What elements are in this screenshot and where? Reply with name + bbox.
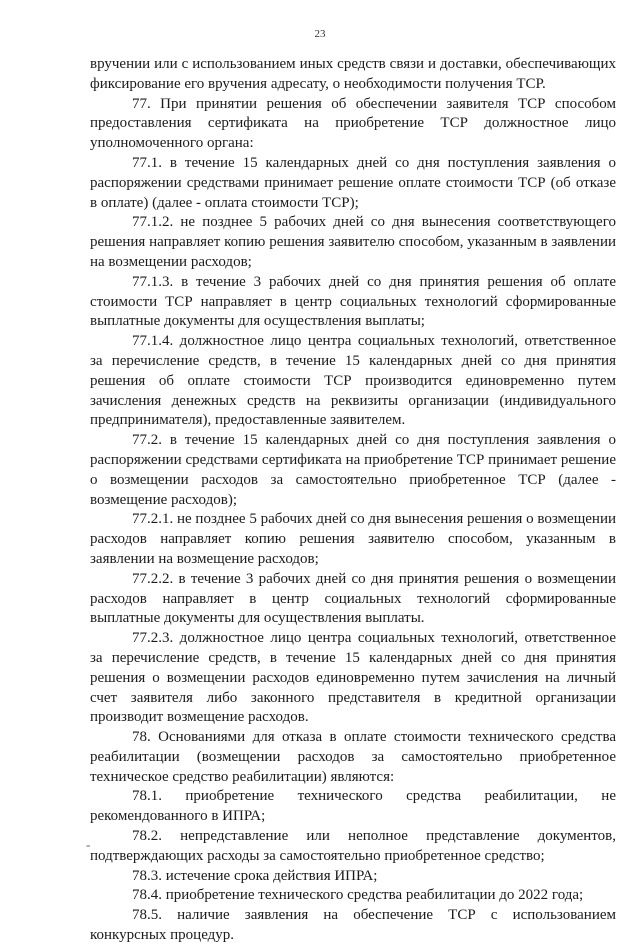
paragraph-77: 77. При принятии решения об обеспечении заявителя ТСР способом предоставления сертификата на приобретение ТСР должностное лицо уполномоченного органа: [90, 95, 616, 152]
paragraph-78-5: 78.5. наличие заявления на обеспечение ТСР с использованием конкурсных процедур. [90, 907, 616, 944]
paragraph-77-2-1: 77.2.1. не позднее 5 рабочих дней со дня вынесения решения о возмещении расходов направляет копию решения заявителю способом, указанным в заявлении на возмещение расходов; [90, 511, 616, 567]
paragraph-78-4: 78.4. приобретение технического средства реабилитации до 2022 года; [132, 887, 584, 904]
document-body [90, 55, 616, 946]
page-number: 23 [314, 28, 326, 40]
paragraph-77-1-4: 77.1.4. должностное лицо центра социальных технологий, ответственное за перечисление средств, в течение 15 календарных дней со дня принятия решения об оплате стоимости ТСР производится единовременно путем зачисления денежных средств на реквизиты организации (индивидуального предпринимателя), предоставленные заявителем. [90, 333, 616, 429]
paragraph-77-2-2: 77.2.2. в течение 3 рабочих дней со дня принятия решения о возмещении расходов направляет в центр социальных технологий сформированные выплатные документы для осуществления выплаты. [90, 570, 616, 627]
paragraph-78: 78. Основаниями для отказа в оплате стоимости технического средства реабилитации (возмещении расходов за самостоятельно приобретенное техническое средство реабилитации) являются: [90, 729, 616, 785]
paragraph-77-2-3: 77.2.3. должностное лицо центра социальных технологий, ответственное за перечисление средств, в течение 15 календарных дней со дня принятия решения о возмещении расходов единовременно путем зачисления на личный счет заявителя либо законного представителя в кредитной организации производит возмещение расходов. [90, 630, 616, 726]
paragraph-continuation: вручении или с использованием иных средств связи и доставки, обеспечивающих фиксирование его вручения адресату, о необходимости получения ТСР. [90, 56, 616, 92]
paragraph-77-1-2: 77.1.2. не позднее 5 рабочих дней со дня вынесения соответствующего решения направляет копию решения заявителю способом, указанным в заявлении на возмещении расходов; [90, 214, 616, 270]
paragraph-77-1: 77.1. в течение 15 календарных дней со дня поступления заявления о распоряжении средствами принимает решение оплате стоимости ТСР (об отказе в оплате) (далее - оплата стоимости ТСР); [90, 154, 616, 211]
paragraph-78-1: 78.1. приобретение технического средства реабилитации, не рекомендованного в ИПРА; [90, 788, 616, 825]
margin-mark: - [86, 837, 91, 852]
paragraph-78-3: 78.3. истечение срока действия ИПРА; [132, 867, 378, 884]
paragraph-77-2: 77.2. в течение 15 календарных дней со дня поступления заявления о распоряжении средствами сертификата на приобретение ТСР принимает решение о возмещении расходов за самостоятельно приобретенное ТСР (далее - возмещение расходов); [90, 432, 616, 508]
paragraph-78-2: 78.2. непредставление или неполное представление документов, подтверждающих расходы за самостоятельно приобретенное средство; [90, 828, 616, 864]
paragraph-77-1-3: 77.1.3. в течение 3 рабочих дней со дня принятия решения об оплате стоимости ТСР направляет в центр социальных технологий сформированные выплатные документы для осуществления выплаты; [90, 273, 616, 330]
